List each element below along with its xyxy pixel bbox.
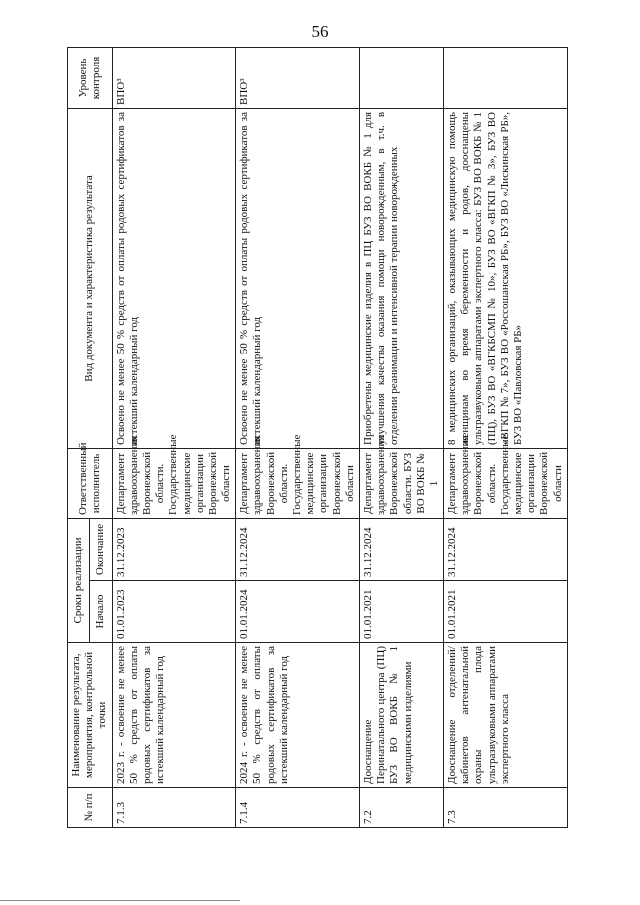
header-row [68,47,90,827]
row-executor: Департамент здравоохранения Воронежской области. Государственные медицинские организации Воронежской области [444,448,568,518]
row-level: ВПО³ [236,47,360,108]
row-name: Дооснащение отделений/кабинетов антенатальной охраны плода ультразвуковыми аппаратами экспертного класса [444,643,568,788]
row-start: 01.01.2024 [236,581,360,643]
header-terms: Сроки реализации [68,518,90,642]
row-num: 7.1.3 [112,788,236,828]
row-name: 2024 г. - освоение не менее 50 % средств от оплаты родовых сертификатов за истекший календарный год [236,643,360,788]
table-row [112,47,236,827]
header-doc: Вид документа и характеристика результата [68,108,113,448]
row-end: 31.12.2024 [359,518,443,580]
row-executor: Департамент здравоохранения Воронежской области. Государственные медицинские организации Воронежской области [236,448,360,518]
row-executor: Департамент здравоохранения Воронежской области. БУЗ ВО ВОКБ № 1 [359,448,443,518]
row-doc: Освоено не менее 50 % средств от оплаты родовых сертификатов за истекший календарный год [112,108,236,448]
plan-table [67,47,568,828]
header-name: Наименование результата, мероприятия, контрольной точки [68,643,113,788]
header-end: Окончание [90,518,112,580]
row-num: 7.1.4 [236,788,360,828]
row-name: 2023 г. - освоение не менее 50 % средств от оплаты родовых сертификатов за истекший календарный год [112,643,236,788]
row-num: 7.3 [444,788,568,828]
header-executor: Ответственный исполнитель [68,448,113,518]
row-start: 01.01.2021 [359,581,443,643]
table-row [359,47,443,827]
table-row [444,47,568,827]
row-doc: Освоено не менее 50 % средств от оплаты родовых сертификатов за истекший календарный год [236,108,360,448]
row-level [444,47,568,108]
table-row [236,47,360,827]
header-start: Начало [90,581,112,643]
row-start: 01.01.2023 [112,581,236,643]
row-executor: Департамент здравоохранения Воронежской области. Государственные медицинские организации Воронежской области [112,448,236,518]
row-end: 31.12.2024 [236,518,360,580]
row-doc: 8 медицинских организаций, оказывающих медицинскую помощь женщинам во время беременности и родов, дооснащены ультразвуковыми аппаратами экспертного класса: БУЗ ВО ВОКБ № 1 (ПЦ), БУЗ ВО «ВГКБСМП № 10», БУЗ ВО «ВГКП № 3», БУЗ ВО «ВГКП № 7», БУЗ ВО «Россошанская РБ», БУЗ ВО «Лискинская РБ», БУЗ ВО «Павловская РБ» [444,108,568,448]
page-number: 56 [311,22,329,41]
row-name: Дооснащение Перинатального центра (ПЦ) БУЗ ВО ВОКБ № 1 медицинскими изделиями [359,643,443,788]
footer-rule [0,900,240,901]
header-level: Уровень контроля [68,47,113,108]
row-level [359,47,443,108]
row-start: 01.01.2021 [444,581,568,643]
row-end: 31.12.2024 [444,518,568,580]
row-num: 7.2 [359,788,443,828]
row-end: 31.12.2023 [112,518,236,580]
row-doc: Приобретены медицинские изделия в ПЦ БУЗ ВО ВОКБ № 1 для улучшения качества оказания помощи новорожденным, в т.ч. в отделении реанимации и интенсивной терапии новорожденных [359,108,443,448]
row-level: ВПО³ [112,47,236,108]
header-num: № п/п [68,788,113,828]
